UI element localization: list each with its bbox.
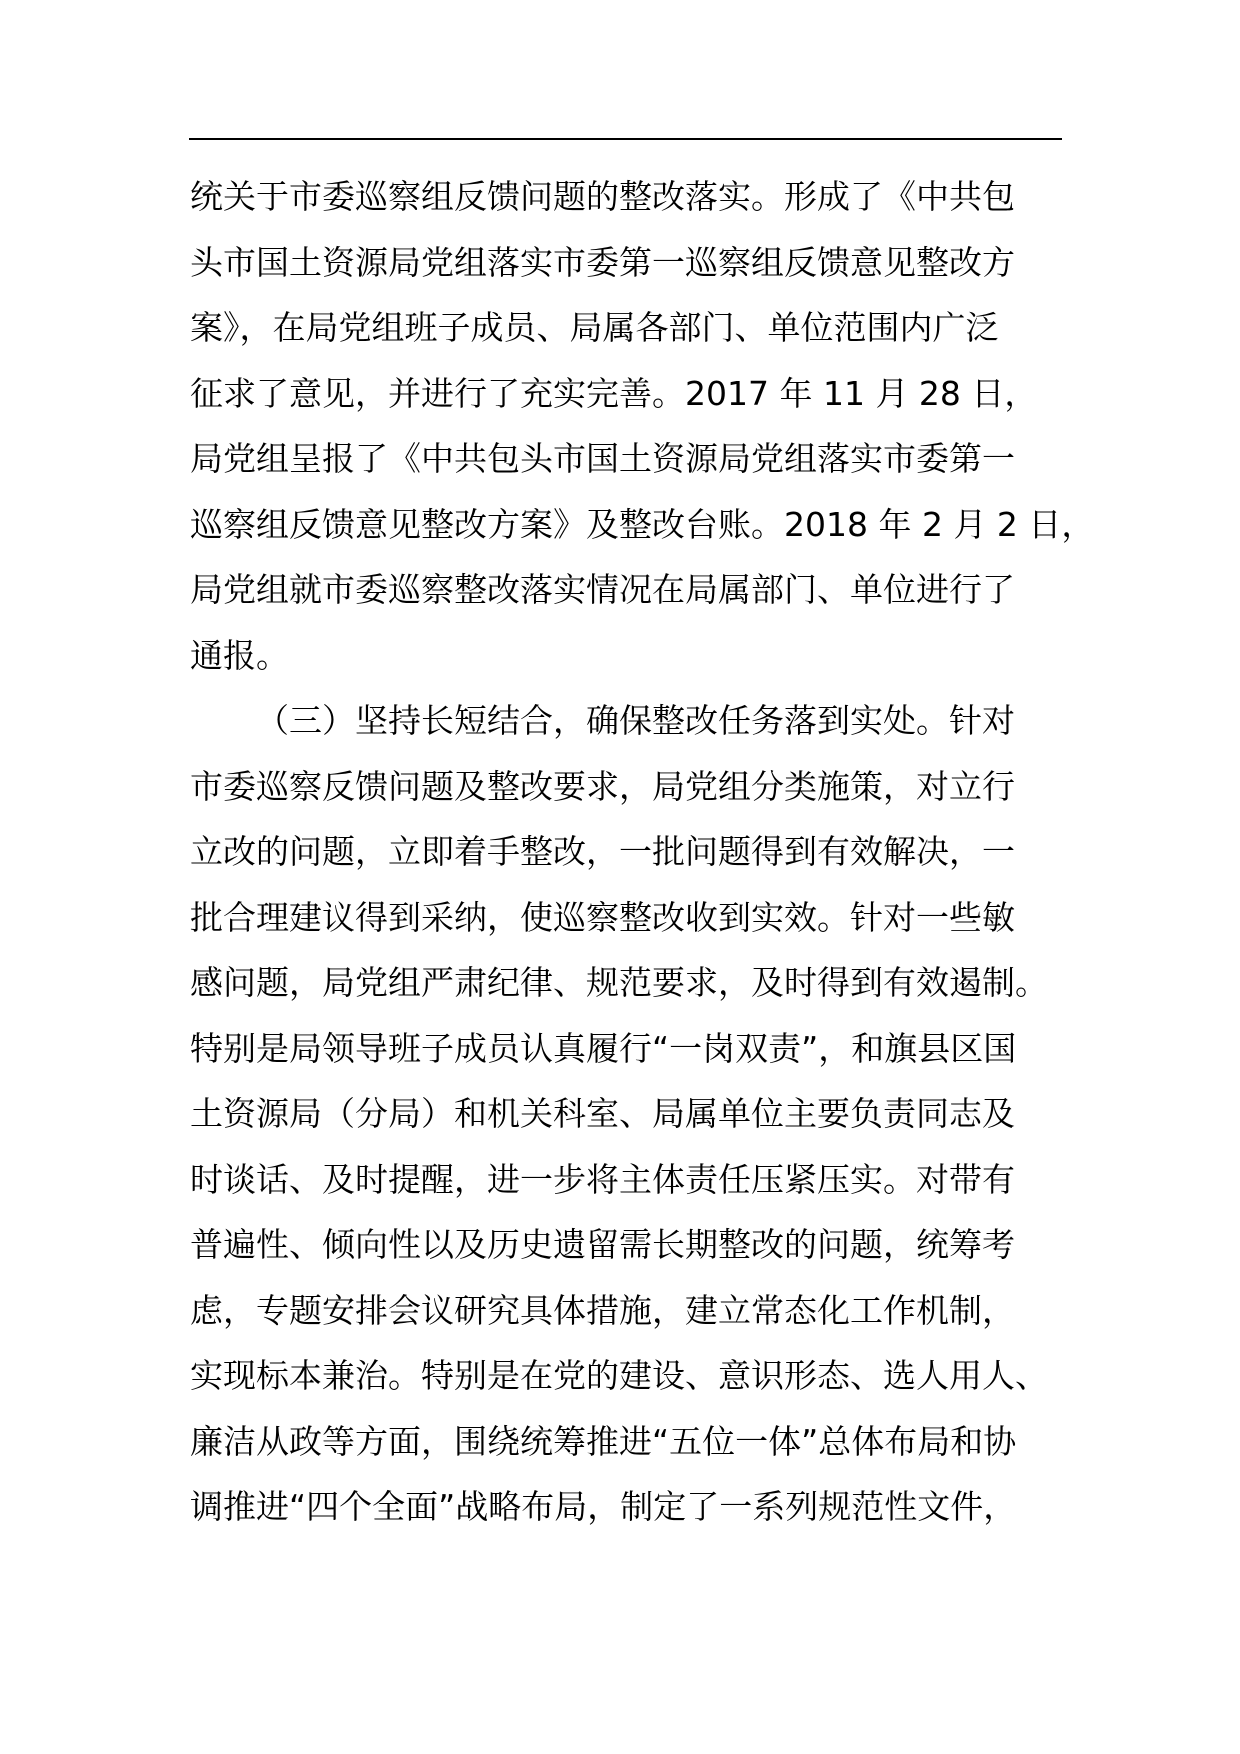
- text-line: 虑，专题安排会议研究具体措施，建立常态化工作机制，: [190, 1290, 1015, 1330]
- text-line: 统关于市委巡察组反馈问题的整改落实。形成了《中共包: [190, 177, 1015, 216]
- text-line: 案》，在局党组班子成员、局属各部门、单位范围内广泛: [190, 308, 999, 347]
- text-line: 特别是局领导班子成员认真履行“一岗双责”，和旗县区国: [190, 1028, 1017, 1068]
- text-line: 局党组就市委巡察整改落实情况在局属部门、单位进行了: [190, 570, 1015, 609]
- text-line: 征求了意见，并进行了充实完善。2017 年 11 月 28 日，: [190, 373, 1038, 413]
- text-line: 实现标本兼治。特别是在党的建设、意识形态、选人用人、: [190, 1356, 1048, 1395]
- text-line: 市委巡察反馈问题及整改要求，局党组分类施策，对立行: [190, 766, 1015, 806]
- text-line: 廉洁从政等方面，围绕统筹推进“五位一体”总体布局和协: [190, 1421, 1017, 1461]
- text-line: 调推进“四个全面”战略布局，制定了一系列规范性文件，: [190, 1487, 1017, 1526]
- text-line: 通报。: [190, 635, 289, 675]
- document-body: [190, 164, 1095, 1540]
- text-line: 局党组呈报了《中共包头市国土资源局党组落实市委第一: [190, 439, 1015, 478]
- text-line: 土资源局（分局）和机关科室、局属单位主要负责同志及: [190, 1094, 1015, 1133]
- text-line: 巡察组反馈意见整改方案》及整改台账。2018 年 2 月 2 日，: [190, 504, 1095, 544]
- text-line: 感问题，局党组严肃纪律、规范要求，及时得到有效遏制。: [190, 963, 1048, 1002]
- header-rule: [189, 138, 1062, 140]
- text-line: 批合理建议得到采纳，使巡察整改收到实效。针对一些敏: [190, 897, 1015, 937]
- text-line: 普遍性、倾向性以及历史遗留需长期整改的问题，统筹考: [190, 1225, 1015, 1264]
- text-line: 立改的问题，立即着手整改，一批问题得到有效解决，一: [190, 832, 1015, 871]
- section-heading-line: （三）坚持长短结合，确保整改任务落到实处。针对: [256, 701, 1015, 740]
- text-line: 头市国土资源局党组落实市委第一巡察组反馈意见整改方: [190, 242, 1015, 282]
- text-line: 时谈话、及时提醒，进一步将主体责任压紧压实。对带有: [190, 1159, 1015, 1199]
